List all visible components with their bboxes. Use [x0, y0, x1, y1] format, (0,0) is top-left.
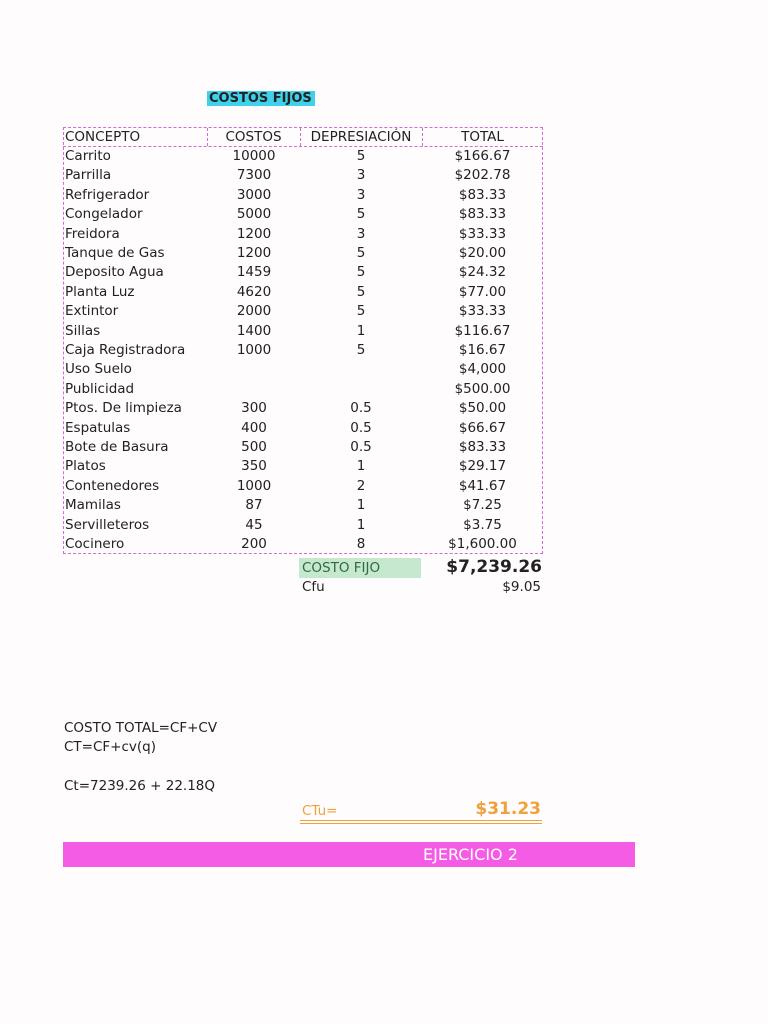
table-row — [63, 399, 543, 418]
table-row — [63, 360, 543, 379]
cell-concepto: Tanque de Gas — [65, 245, 165, 261]
cell-concepto: Sillas — [65, 322, 101, 339]
cell-costos: 1459 — [236, 264, 272, 281]
cell-total: $16.67 — [458, 342, 507, 358]
cell-costos: 3000 — [236, 186, 272, 203]
page-title — [207, 89, 319, 109]
cell-depreciacion: 1 — [356, 322, 366, 339]
table-row — [63, 147, 543, 166]
table-row — [63, 205, 543, 224]
cell-concepto: Cocinero — [65, 536, 125, 552]
header-total: TOTAL — [461, 129, 504, 145]
table-row — [63, 419, 543, 438]
cell-total: $20.00 — [458, 245, 507, 261]
cfu-value: $9.05 — [502, 579, 541, 595]
ctu-underline — [300, 820, 542, 821]
cell-depreciacion: 5 — [356, 283, 366, 300]
cell-total: $4,000 — [458, 361, 507, 378]
cell-costos: 4620 — [236, 283, 272, 300]
cell-depreciacion: 1 — [356, 516, 366, 533]
table-row — [63, 496, 543, 515]
cell-total: $41.67 — [458, 477, 507, 494]
ctu-value: $31.23 — [475, 799, 541, 819]
table-row — [63, 535, 543, 554]
cell-depreciacion: 5 — [356, 264, 366, 281]
cell-depreciacion: 3 — [356, 186, 366, 203]
cell-total: $33.33 — [458, 303, 507, 320]
cell-costos: 200 — [241, 536, 267, 552]
table-row — [63, 322, 543, 341]
cell-total: $83.33 — [458, 186, 507, 203]
cell-depreciacion: 0.5 — [350, 419, 372, 436]
cell-depreciacion: 5 — [356, 206, 366, 223]
cell-depreciacion: 5 — [356, 245, 366, 261]
title-highlight: COSTOS FIJOS — [207, 91, 315, 106]
cell-concepto: Parrilla — [65, 167, 112, 184]
cell-costos: 7300 — [236, 167, 272, 184]
table-row — [63, 477, 543, 496]
cell-costos: 2000 — [236, 303, 272, 320]
cell-concepto: Espatulas — [65, 419, 131, 436]
cell-costos: 1200 — [236, 225, 272, 242]
cell-depreciacion: 3 — [356, 167, 366, 184]
cell-concepto: Mamilas — [65, 497, 121, 514]
cell-total: $77.00 — [458, 283, 507, 300]
exercise-banner — [63, 842, 635, 867]
cell-total: $1,600.00 — [448, 536, 517, 552]
ctu-label: CTu= — [302, 803, 338, 819]
header-concepto: CONCEPTO — [65, 129, 141, 145]
cell-concepto: Refrigerador — [65, 186, 150, 203]
cell-costos: 5000 — [236, 206, 272, 223]
costo-fijo-value: $7,239.26 — [446, 557, 542, 577]
table-row — [63, 186, 543, 205]
cell-costos: 10000 — [232, 148, 276, 164]
table-row — [63, 166, 543, 185]
table-row — [63, 302, 543, 321]
cell-concepto: Platos — [65, 458, 106, 475]
cell-concepto: Publicidad — [65, 380, 135, 397]
cell-concepto: Congelador — [65, 206, 143, 223]
cell-depreciacion: 3 — [356, 225, 366, 242]
cell-concepto: Extintor — [65, 303, 119, 320]
cell-total: $66.67 — [458, 419, 507, 436]
cell-total: $33.33 — [458, 225, 507, 242]
cell-total: $29.17 — [458, 458, 507, 475]
table-row — [63, 263, 543, 282]
table-row — [63, 516, 543, 535]
header-depreciacion: DEPRESIACIÓN — [310, 129, 412, 145]
cell-concepto: Caja Registradora — [65, 342, 186, 358]
cell-concepto: Ptos. De limpieza — [65, 400, 182, 417]
header-costos: COSTOS — [225, 129, 282, 145]
cell-costos: 1400 — [236, 322, 272, 339]
cell-depreciacion: 1 — [356, 458, 366, 475]
cell-concepto: Contenedores — [65, 477, 160, 494]
costo-fijo-label: COSTO FIJO — [299, 558, 421, 578]
ctu-underline — [300, 823, 542, 824]
formula-line-3: Ct=7239.26 + 22.18Q — [64, 778, 216, 794]
table-row — [63, 283, 543, 302]
cell-total: $50.00 — [458, 400, 507, 417]
cell-depreciacion: 8 — [356, 536, 366, 552]
cell-total: $202.78 — [454, 167, 511, 184]
cell-concepto: Freidora — [65, 225, 120, 242]
cell-costos: 500 — [241, 439, 267, 455]
cell-depreciacion: 0.5 — [350, 439, 372, 455]
table-row — [63, 341, 543, 360]
table-row — [63, 457, 543, 476]
cell-depreciacion: 5 — [356, 148, 366, 164]
cell-concepto: Bote de Basura — [65, 439, 169, 455]
cell-total: $83.33 — [458, 439, 507, 455]
cell-costos: 1000 — [236, 342, 272, 358]
cell-total: $3.75 — [463, 516, 502, 533]
formula-line-2: CT=CF+cv(q) — [64, 739, 157, 755]
cell-concepto: Deposito Agua — [65, 264, 164, 281]
cell-total: $166.67 — [454, 148, 511, 164]
cell-concepto: Planta Luz — [65, 283, 135, 300]
cell-total: $7.25 — [463, 497, 502, 514]
cell-costos: 350 — [241, 458, 267, 475]
table-row — [63, 438, 543, 457]
cell-depreciacion: 1 — [356, 497, 366, 514]
table-row — [63, 380, 543, 399]
cell-costos: 45 — [245, 516, 263, 533]
cell-costos: 400 — [241, 419, 267, 436]
cell-concepto: Carrito — [65, 148, 111, 164]
cell-depreciacion: 5 — [356, 303, 366, 320]
table-row — [63, 244, 543, 263]
cell-total: $83.33 — [458, 206, 507, 223]
cell-costos: 1200 — [236, 245, 272, 261]
cell-costos: 87 — [245, 497, 263, 514]
cell-total: $116.67 — [454, 322, 511, 339]
cell-concepto: Uso Suelo — [65, 361, 132, 378]
table-row — [63, 225, 543, 244]
cell-total: $500.00 — [454, 380, 511, 397]
cell-total: $24.32 — [458, 264, 507, 281]
formula-line-1: COSTO TOTAL=CF+CV — [64, 720, 218, 736]
cell-costos: 300 — [241, 400, 267, 417]
cell-concepto: Servilleteros — [65, 516, 150, 533]
cell-costos: 1000 — [236, 477, 272, 494]
cell-depreciacion: 0.5 — [350, 400, 372, 417]
cell-depreciacion: 5 — [356, 342, 366, 358]
cell-depreciacion: 2 — [356, 477, 366, 494]
banner-label: EJERCICIO 2 — [423, 845, 518, 864]
cfu-label: Cfu — [302, 579, 325, 595]
